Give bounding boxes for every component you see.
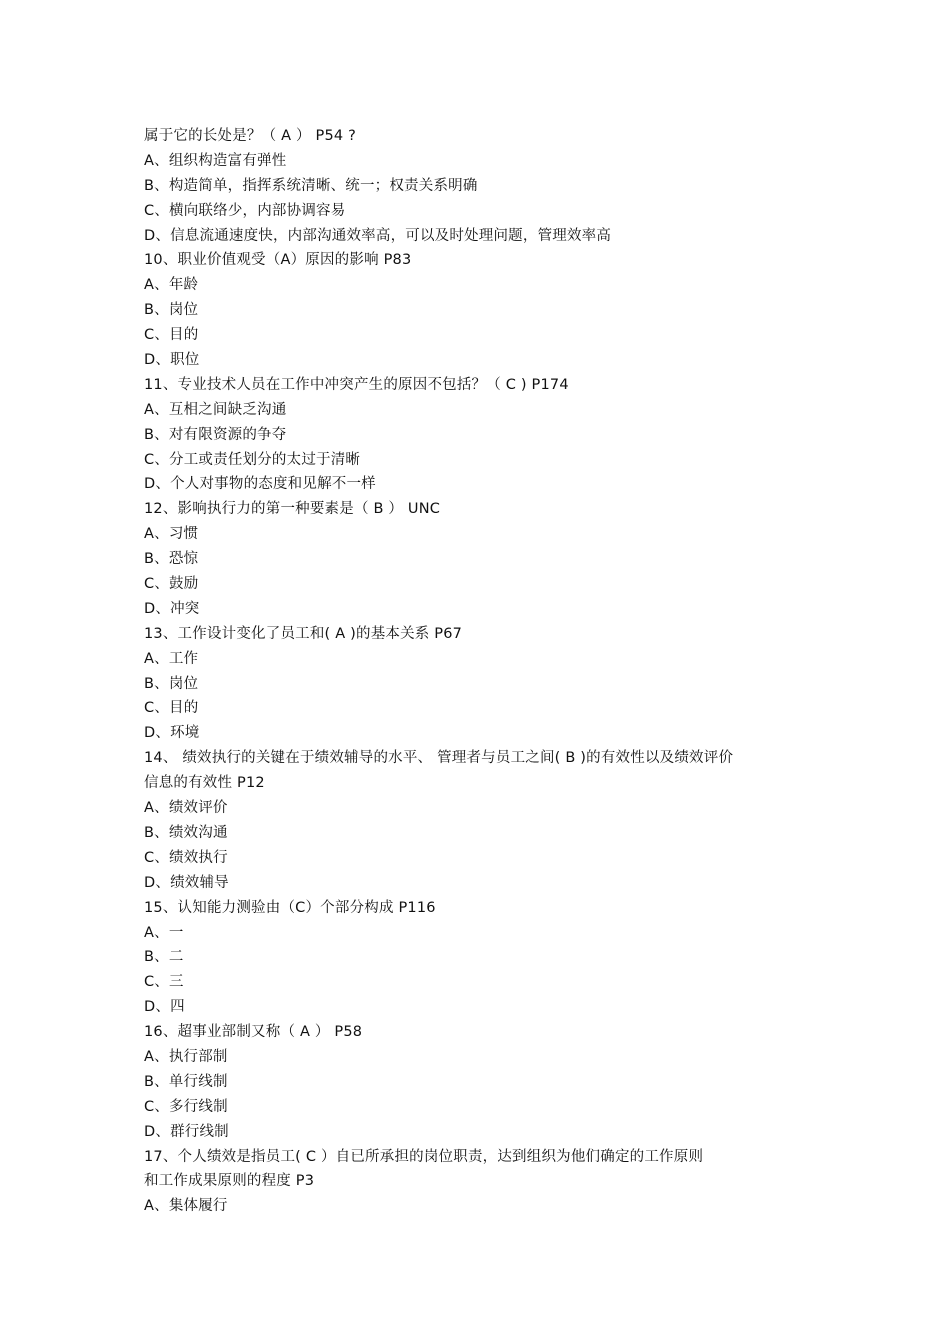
q16-option-a: A、执行部制 (144, 1048, 228, 1065)
q11-option-c: C、分工或责任划分的太过于清晰 (144, 451, 361, 468)
question-17: 17、个人绩效是指员工( C ）自已所承担的岗位职责，达到组织为他们确定的工作原则 (144, 1148, 704, 1165)
question-9-stem-tail: 属于它的长处是？（ A ） P54 ? (144, 128, 357, 144)
question-13: 13、工作设计变化了员工和( A )的基本关系 P67 (144, 625, 463, 642)
q16-option-d: D、群行线制 (144, 1123, 229, 1140)
q17-option-a: A、集体履行 (144, 1198, 228, 1215)
question-15: 15、认知能力测验由（C）个部分构成 P116 (144, 899, 436, 916)
q11-option-a: A、互相之间缺乏沟通 (144, 401, 287, 418)
q15-option-d: D、四 (144, 999, 185, 1016)
q9-option-b: B、构造简单，指挥系统清晰、统一；权责关系明确 (144, 177, 478, 194)
q12-option-a: A、习惯 (144, 526, 199, 543)
q11-option-d: D、个人对事物的态度和见解不一样 (144, 476, 376, 493)
question-17-continued: 和工作成果原则的程度 P3 (144, 1173, 315, 1190)
q9-option-c: C、横向联络少，内部协调容易 (144, 202, 346, 219)
q10-option-a: A、年龄 (144, 277, 199, 294)
q12-option-b: B、恐惊 (144, 551, 199, 568)
q10-option-b: B、岗位 (144, 302, 199, 319)
question-14-continued: 信息的有效性 P12 (144, 775, 265, 792)
q10-option-c: C、目的 (144, 327, 199, 344)
question-14: 14、 绩效执行的关键在于绩效辅导的水平、 管理者与员工之间( B )的有效性以及绩效评价 (144, 750, 734, 767)
question-11: 11、专业技术人员在工作中冲突产生的原因不包括？（ C ) P174 (144, 376, 569, 393)
question-12: 12、影响执行力的第一种要素是（ B ） UNC (144, 501, 441, 518)
q14-option-a: A、绩效评价 (144, 800, 228, 817)
q14-option-c: C、绩效执行 (144, 849, 228, 866)
q13-option-b: B、岗位 (144, 675, 199, 692)
q13-option-a: A、工作 (144, 650, 199, 667)
q10-option-d: D、职位 (144, 352, 200, 369)
q9-option-d: D、信息流通速度快，内部沟通效率高，可以及时处理问题，管理效率高 (144, 227, 612, 244)
q15-option-a: A、一 (144, 924, 184, 941)
q12-option-d: D、冲突 (144, 600, 200, 617)
q13-option-c: C、目的 (144, 700, 199, 717)
q16-option-c: C、多行线制 (144, 1098, 228, 1115)
question-16: 16、超事业部制又称（ A ） P58 (144, 1024, 363, 1041)
q12-option-c: C、鼓励 (144, 576, 199, 593)
document-body (144, 124, 824, 1219)
q9-option-a: A、组织构造富有弹性 (144, 152, 287, 169)
q16-option-b: B、单行线制 (144, 1073, 228, 1090)
q14-option-d: D、绩效辅导 (144, 874, 229, 891)
q11-option-b: B、对有限资源的争夺 (144, 426, 287, 443)
q15-option-b: B、二 (144, 949, 184, 966)
q13-option-d: D、环境 (144, 725, 200, 742)
q14-option-b: B、绩效沟通 (144, 824, 228, 841)
q15-option-c: C、三 (144, 974, 184, 991)
question-10: 10、职业价值观受（A）原因的影响 P83 (144, 252, 412, 269)
